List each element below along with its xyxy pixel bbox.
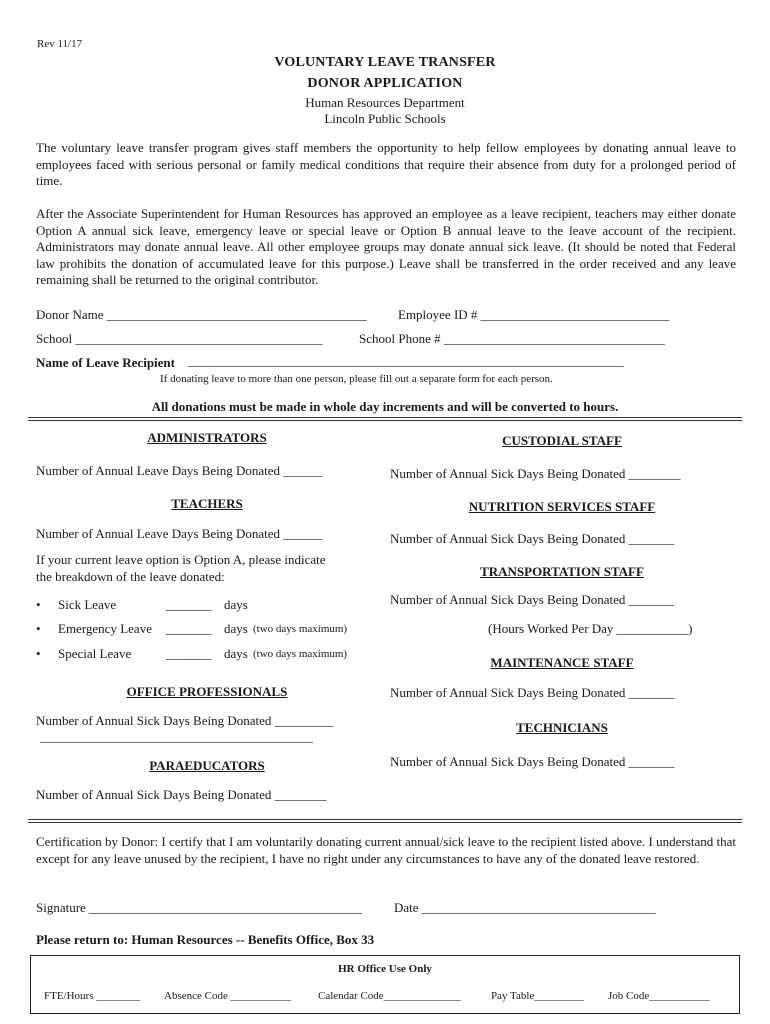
- sick-leave-days-field[interactable]: _______: [166, 597, 212, 612]
- department-name: Human Resources Department: [305, 95, 465, 110]
- certification-text: Certification by Donor: I certify that I am voluntarily donating current annual/sick leave to the recipient listed above. I understand that except for any leave unused by the recipient, I have no right under any circumstances to have any of the donated leave restored.: [36, 834, 736, 866]
- emergency-leave-label: Emergency Leave: [58, 621, 152, 636]
- paraeducators-heading: PARAEDUCATORS: [149, 758, 265, 773]
- teachers-days-field[interactable]: Number of Annual Leave Days Being Donated ______: [36, 526, 323, 541]
- form-title-line2: DONOR APPLICATION: [307, 76, 463, 91]
- calendar-code-field[interactable]: Calendar Code______________: [318, 990, 461, 1002]
- transportation-days-field[interactable]: Number of Annual Sick Days Being Donated _______: [390, 592, 675, 607]
- technicians-heading: TECHNICIANS: [516, 720, 608, 735]
- technicians-days-field[interactable]: Number of Annual Sick Days Being Donated _______: [390, 754, 675, 769]
- donor-name-field[interactable]: Donor Name ________________________________________: [36, 307, 367, 322]
- school-field[interactable]: School ______________________________________: [36, 331, 323, 346]
- whole-day-note: All donations must be made in whole day increments and will be converted to hours.: [151, 399, 619, 414]
- office-professionals-days-field[interactable]: Number of Annual Sick Days Being Donated _________: [36, 713, 334, 728]
- custodial-days-field[interactable]: Number of Annual Sick Days Being Donated ________: [390, 466, 681, 481]
- administrators-heading: ADMINISTRATORS: [147, 430, 267, 445]
- divider-top: [28, 417, 742, 418]
- teachers-heading: TEACHERS: [171, 496, 243, 511]
- bullet-icon: •: [36, 597, 41, 612]
- bullet-icon: •: [36, 646, 41, 661]
- employee-id-field[interactable]: Employee ID # _____________________________: [398, 307, 670, 322]
- special-leave-note: (two days maximum): [253, 648, 348, 660]
- maintenance-days-field[interactable]: Number of Annual Sick Days Being Donated _______: [390, 685, 675, 700]
- office-professionals-extra-line[interactable]: __________________________________________: [40, 729, 313, 744]
- nutrition-heading: NUTRITION SERVICES STAFF: [468, 499, 656, 514]
- return-to-note: Please return to: Human Resources -- Benefits Office, Box 33: [36, 932, 375, 947]
- custodial-heading: CUSTODIAL STAFF: [502, 433, 622, 448]
- date-field[interactable]: Date ____________________________________: [394, 900, 656, 915]
- option-a-text-1: If your current leave option is Option A, please indicate: [36, 552, 326, 567]
- revision-label: Rev 11/17: [37, 38, 83, 50]
- option-a-text-2: the breakdown of the leave donated:: [36, 569, 225, 584]
- special-leave-unit: days: [224, 646, 248, 661]
- signature-field[interactable]: Signature __________________________________________: [36, 900, 363, 915]
- transportation-heading: TRANSPORTATION STAFF: [480, 564, 644, 579]
- transportation-hours-field[interactable]: (Hours Worked Per Day ___________): [488, 621, 693, 636]
- divider-bottom: [28, 819, 742, 820]
- bullet-icon: •: [36, 621, 41, 636]
- sick-leave-label: Sick Leave: [58, 597, 117, 612]
- emergency-leave-note: (two days maximum): [253, 623, 348, 635]
- intro-paragraph-1: The voluntary leave transfer program gives staff members the opportunity to help fellow employees by donating annual leave to employees faced with serious personal or family medical conditions that require their absence from duty for a prolonged period of time.: [36, 140, 736, 188]
- divider-bottom-2: [28, 822, 742, 823]
- absence-code-field[interactable]: Absence Code ___________: [164, 990, 292, 1002]
- special-leave-label: Special Leave: [58, 646, 132, 661]
- recipient-label: Name of Leave Recipient: [36, 355, 175, 370]
- paraeducators-days-field[interactable]: Number of Annual Sick Days Being Donated ________: [36, 787, 327, 802]
- recipient-name-field[interactable]: ___________________________________________________________________: [188, 353, 624, 368]
- nutrition-days-field[interactable]: Number of Annual Sick Days Being Donated _______: [390, 531, 675, 546]
- emergency-leave-days-field[interactable]: _______: [166, 621, 212, 636]
- special-leave-days-field[interactable]: _______: [166, 646, 212, 661]
- job-code-field[interactable]: Job Code___________: [608, 990, 710, 1002]
- pay-table-field[interactable]: Pay Table_________: [491, 990, 584, 1002]
- intro-paragraph-2: After the Associate Superintendent for Human Resources has approved an employee as a leave recipient, teachers may either donate Option A annual sick leave, emergency leave or special leave or Option B annual leave to the leave account of the recipient. Administrators may donate annual leave. All other employee groups may donate annual sick leave. (It should be noted that Federal law prohibits the donation of accumulated leave for this purpose.) Leave shall be transferred in the order received and any leave remaining shall be returned to the original contributor.: [36, 206, 736, 287]
- office-professionals-heading: OFFICE PROFESSIONALS: [126, 684, 288, 699]
- organization-name: Lincoln Public Schools: [324, 111, 446, 126]
- fte-hours-field[interactable]: FTE/Hours ________: [44, 990, 141, 1002]
- hr-office-use-title: HR Office Use Only: [338, 963, 432, 975]
- sick-leave-unit: days: [224, 597, 248, 612]
- emergency-leave-unit: days: [224, 621, 248, 636]
- maintenance-heading: MAINTENANCE STAFF: [490, 655, 634, 670]
- administrators-days-field[interactable]: Number of Annual Leave Days Being Donated ______: [36, 463, 323, 478]
- school-phone-field[interactable]: School Phone # __________________________________: [359, 331, 665, 346]
- divider-top-2: [28, 420, 742, 421]
- form-title-line1: VOLUNTARY LEAVE TRANSFER: [274, 55, 496, 70]
- recipient-note: If donating leave to more than one person, please fill out a separate form for each person.: [160, 373, 553, 385]
